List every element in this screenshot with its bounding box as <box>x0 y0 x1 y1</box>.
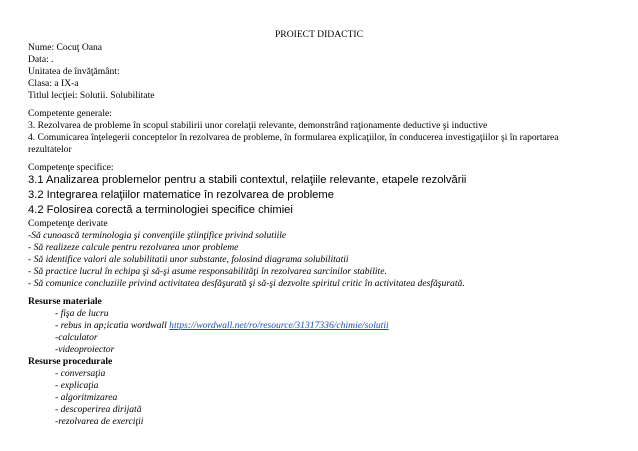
competenta-specifica-2: 3.2 Integrarea relaţiilor matematice în rezolvarea de probleme <box>28 189 334 201</box>
clasa-line: Clasa: a IX-a <box>28 78 79 89</box>
resursa-procedurala-4: - descoperirea dirijată <box>55 404 142 415</box>
competenta-specifica-3: 4.2 Folosirea corectă a terminologiei specifice chimiei <box>28 204 293 216</box>
resursa-materiala-2 <box>55 320 389 332</box>
competenta-derivata-1: -Să cunoască terminologia şi convenţiile ştiinţifice privind solutiile <box>28 230 287 241</box>
competenta-generala-2b: rezultatelor <box>28 144 72 155</box>
titlul-line: Titlul lecţiei: Solutii. Solubilitate <box>28 90 155 101</box>
resursa-procedurala-3: - algoritmizarea <box>55 392 118 403</box>
resursa-materiala-3: -calculator <box>55 332 98 343</box>
nume-line: Nume: Cocuţ Oana <box>28 42 103 53</box>
competenta-generala-2a: 4. Comunicarea înţelegerii conceptelor în rezolvarea de probleme, în formularea explicaţiilor, în conducerea investigaţiilor şi în raportarea <box>28 132 559 143</box>
resursa-materiala-4: -videoproiector <box>55 344 115 355</box>
competenta-derivata-2: - Să realizeze calcule pentru rezolvarea unor probleme <box>28 242 239 253</box>
competenta-derivata-4: - Să practice lucrul în echipa şi să-şi asume responsabilităţi în rezolvarea sarcinilor stabilite. <box>28 266 387 277</box>
competente-derivate-heading: Competenţe derivate <box>28 218 108 229</box>
resursa-materiala-2-text: - rebus in ap;icatia wordwall <box>55 320 170 331</box>
competenta-derivata-3: - Să identifice valori ale solubilitatii unor substante, folosind diagrama solubilitatii <box>28 254 349 265</box>
document-title: PROIECT DIDACTIC <box>274 29 364 40</box>
data-line: Data: . <box>28 54 54 65</box>
resurse-materiale-heading: Resurse materiale <box>28 296 102 307</box>
resursa-procedurala-5: -rezolvarea de exerciţii <box>55 416 144 427</box>
resurse-procedurale-heading: Resurse procedurale <box>28 356 113 367</box>
wordwall-link[interactable]: https://wordwall.net/ro/resource/31317336/chimie/solutii <box>169 320 389 331</box>
competenta-derivata-5: - Să comunice concluziile privind activitatea desfăşurată şi să-şi dezvolte spiritul critic în activitatea desfăşurată. <box>28 278 465 289</box>
resursa-procedurala-1: - conversaţia <box>55 368 106 379</box>
resursa-materiala-1: - fişa de lucru <box>55 308 109 319</box>
competente-specifice-heading: Competenţe specifice: <box>28 162 114 173</box>
competenta-specifica-1: 3.1 Analizarea problemelor pentru a stabili contextul, relaţiile relevante, etapele rezolvării <box>28 174 467 186</box>
competente-generale-heading: Competente generale: <box>28 108 112 119</box>
resursa-procedurala-2: - explicaţia <box>55 380 99 391</box>
competenta-generala-1: 3. Rezolvarea de probleme în scopul stabilirii unor corelaţii relevante, demonstrând raţionamente deductive şi inductive <box>28 120 488 131</box>
unitatea-line: Unitatea de învăţământ: <box>28 66 120 77</box>
